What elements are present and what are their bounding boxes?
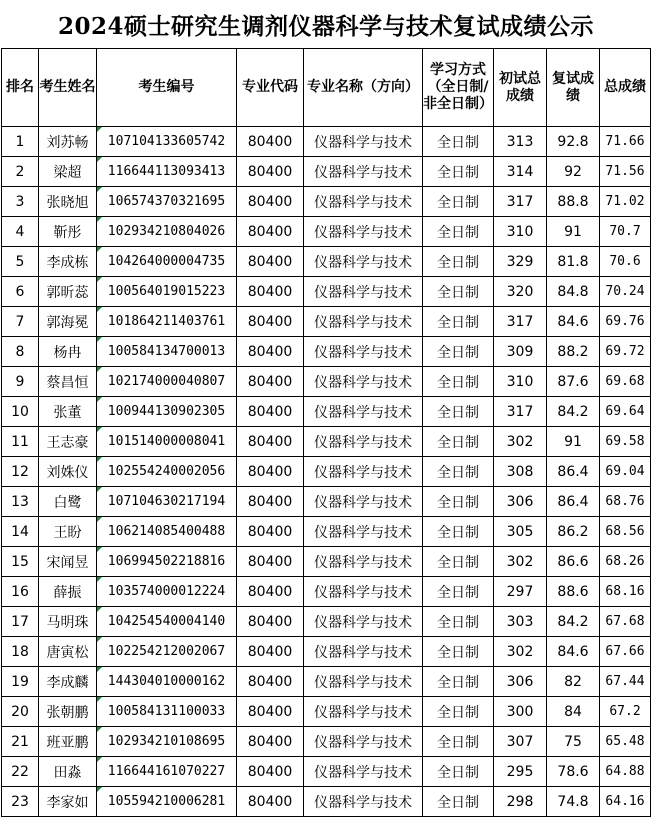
cell-major: 仪器科学与技术 <box>304 727 423 757</box>
cell-rank: 15 <box>2 547 39 577</box>
cell-retest: 87.6 <box>547 367 600 397</box>
cell-major: 仪器科学与技术 <box>304 217 423 247</box>
cell-total: 71.02 <box>600 187 651 217</box>
cell-rank: 14 <box>2 517 39 547</box>
cell-id: 102174000040807 <box>97 367 237 397</box>
cell-code: 80400 <box>237 397 304 427</box>
cell-total: 69.04 <box>600 457 651 487</box>
cell-prelim: 306 <box>494 487 547 517</box>
cell-prelim: 305 <box>494 517 547 547</box>
cell-prelim: 317 <box>494 187 547 217</box>
cell-total: 70.7 <box>600 217 651 247</box>
cell-name: 李成麟 <box>39 667 97 697</box>
cell-prelim: 297 <box>494 577 547 607</box>
cell-code: 80400 <box>237 427 304 457</box>
table-row <box>2 637 651 667</box>
cell-name: 张朝鹏 <box>39 697 97 727</box>
cell-code: 80400 <box>237 667 304 697</box>
header-code: 专业代码 <box>237 49 304 127</box>
cell-id: 102934210804026 <box>97 217 237 247</box>
header-major: 专业名称（方向） <box>304 49 423 127</box>
cell-total: 71.66 <box>600 127 651 157</box>
cell-name: 班亚鹏 <box>39 727 97 757</box>
cell-major: 仪器科学与技术 <box>304 187 423 217</box>
table-row <box>2 337 651 367</box>
cell-code: 80400 <box>237 157 304 187</box>
cell-name: 薛振 <box>39 577 97 607</box>
cell-rank: 3 <box>2 187 39 217</box>
cell-retest: 86.2 <box>547 517 600 547</box>
cell-code: 80400 <box>237 577 304 607</box>
cell-mode: 全日制 <box>423 727 494 757</box>
cell-id: 106994502218816 <box>97 547 237 577</box>
cell-major: 仪器科学与技术 <box>304 607 423 637</box>
cell-retest: 84 <box>547 697 600 727</box>
page-title: 2024硕士研究生调剂仪器科学与技术复试成绩公示 <box>57 12 594 40</box>
cell-major: 仪器科学与技术 <box>304 397 423 427</box>
cell-rank: 9 <box>2 367 39 397</box>
cell-name: 宋闻昱 <box>39 547 97 577</box>
cell-prelim: 300 <box>494 697 547 727</box>
cell-total: 67.68 <box>600 607 651 637</box>
cell-mode: 全日制 <box>423 397 494 427</box>
cell-id: 144304010000162 <box>97 667 237 697</box>
cell-rank: 7 <box>2 307 39 337</box>
cell-id: 100564019015223 <box>97 277 237 307</box>
cell-mode: 全日制 <box>423 667 494 697</box>
cell-id: 106214085400488 <box>97 517 237 547</box>
cell-mode: 全日制 <box>423 757 494 787</box>
cell-name: 刘苏畅 <box>39 127 97 157</box>
cell-name: 郭海冕 <box>39 307 97 337</box>
table-row <box>2 397 651 427</box>
cell-retest: 88.6 <box>547 577 600 607</box>
cell-retest: 88.2 <box>547 337 600 367</box>
cell-total: 64.88 <box>600 757 651 787</box>
cell-id: 116644161070227 <box>97 757 237 787</box>
cell-total: 69.58 <box>600 427 651 457</box>
cell-rank: 16 <box>2 577 39 607</box>
cell-id: 102934210108695 <box>97 727 237 757</box>
cell-id: 100944130902305 <box>97 397 237 427</box>
cell-name: 马明珠 <box>39 607 97 637</box>
cell-major: 仪器科学与技术 <box>304 337 423 367</box>
cell-major: 仪器科学与技术 <box>304 427 423 457</box>
cell-rank: 5 <box>2 247 39 277</box>
cell-prelim: 306 <box>494 667 547 697</box>
table-row <box>2 427 651 457</box>
table-row <box>2 787 651 817</box>
cell-prelim: 329 <box>494 247 547 277</box>
cell-name: 田淼 <box>39 757 97 787</box>
cell-name: 杨冉 <box>39 337 97 367</box>
table-row <box>2 667 651 697</box>
cell-retest: 84.2 <box>547 607 600 637</box>
cell-prelim: 309 <box>494 337 547 367</box>
cell-name: 李成栋 <box>39 247 97 277</box>
cell-retest: 86.4 <box>547 487 600 517</box>
cell-major: 仪器科学与技术 <box>304 367 423 397</box>
cell-code: 80400 <box>237 517 304 547</box>
cell-code: 80400 <box>237 757 304 787</box>
cell-total: 67.66 <box>600 637 651 667</box>
table-row <box>2 547 651 577</box>
cell-mode: 全日制 <box>423 487 494 517</box>
cell-id: 100584134700013 <box>97 337 237 367</box>
cell-code: 80400 <box>237 307 304 337</box>
table-row <box>2 607 651 637</box>
cell-code: 80400 <box>237 127 304 157</box>
cell-major: 仪器科学与技术 <box>304 577 423 607</box>
table-row <box>2 487 651 517</box>
cell-total: 69.64 <box>600 397 651 427</box>
table-row <box>2 697 651 727</box>
cell-mode: 全日制 <box>423 187 494 217</box>
cell-id: 103574000012224 <box>97 577 237 607</box>
header-id: 考生编号 <box>97 49 237 127</box>
cell-rank: 2 <box>2 157 39 187</box>
cell-total: 70.6 <box>600 247 651 277</box>
cell-name: 蔡昌恒 <box>39 367 97 397</box>
cell-retest: 84.8 <box>547 277 600 307</box>
cell-rank: 6 <box>2 277 39 307</box>
cell-id: 105594210006281 <box>97 787 237 817</box>
cell-retest: 84.2 <box>547 397 600 427</box>
cell-id: 107104630217194 <box>97 487 237 517</box>
cell-total: 69.72 <box>600 337 651 367</box>
cell-total: 67.2 <box>600 697 651 727</box>
cell-retest: 91 <box>547 217 600 247</box>
cell-retest: 84.6 <box>547 637 600 667</box>
cell-total: 68.16 <box>600 577 651 607</box>
cell-rank: 10 <box>2 397 39 427</box>
table-row <box>2 217 651 247</box>
table-row <box>2 757 651 787</box>
table-row <box>2 367 651 397</box>
cell-retest: 84.6 <box>547 307 600 337</box>
cell-prelim: 308 <box>494 457 547 487</box>
cell-code: 80400 <box>237 217 304 247</box>
cell-code: 80400 <box>237 367 304 397</box>
cell-mode: 全日制 <box>423 637 494 667</box>
cell-code: 80400 <box>237 337 304 367</box>
cell-id: 101514000008041 <box>97 427 237 457</box>
cell-total: 71.56 <box>600 157 651 187</box>
cell-total: 65.48 <box>600 727 651 757</box>
cell-id: 104254540004140 <box>97 607 237 637</box>
cell-mode: 全日制 <box>423 127 494 157</box>
cell-rank: 8 <box>2 337 39 367</box>
results-table <box>1 48 651 817</box>
cell-mode: 全日制 <box>423 697 494 727</box>
cell-major: 仪器科学与技术 <box>304 487 423 517</box>
cell-mode: 全日制 <box>423 457 494 487</box>
cell-retest: 86.4 <box>547 457 600 487</box>
cell-mode: 全日制 <box>423 247 494 277</box>
cell-id: 102254212002067 <box>97 637 237 667</box>
cell-prelim: 302 <box>494 637 547 667</box>
cell-total: 64.16 <box>600 787 651 817</box>
cell-major: 仪器科学与技术 <box>304 637 423 667</box>
cell-rank: 1 <box>2 127 39 157</box>
cell-code: 80400 <box>237 277 304 307</box>
cell-prelim: 320 <box>494 277 547 307</box>
cell-name: 李家如 <box>39 787 97 817</box>
cell-rank: 13 <box>2 487 39 517</box>
table-row <box>2 727 651 757</box>
cell-major: 仪器科学与技术 <box>304 547 423 577</box>
cell-code: 80400 <box>237 247 304 277</box>
header-prelim: 初试总成绩 <box>494 49 547 127</box>
cell-prelim: 307 <box>494 727 547 757</box>
cell-retest: 75 <box>547 727 600 757</box>
cell-major: 仪器科学与技术 <box>304 457 423 487</box>
cell-rank: 4 <box>2 217 39 247</box>
table-row <box>2 577 651 607</box>
cell-prelim: 310 <box>494 367 547 397</box>
cell-retest: 74.8 <box>547 787 600 817</box>
cell-major: 仪器科学与技术 <box>304 787 423 817</box>
header-rank: 排名 <box>2 49 39 127</box>
cell-mode: 全日制 <box>423 607 494 637</box>
cell-retest: 78.6 <box>547 757 600 787</box>
cell-major: 仪器科学与技术 <box>304 307 423 337</box>
cell-rank: 17 <box>2 607 39 637</box>
cell-mode: 全日制 <box>423 517 494 547</box>
cell-code: 80400 <box>237 457 304 487</box>
cell-id: 100584131100033 <box>97 697 237 727</box>
cell-retest: 86.6 <box>547 547 600 577</box>
cell-rank: 22 <box>2 757 39 787</box>
cell-mode: 全日制 <box>423 307 494 337</box>
cell-prelim: 317 <box>494 397 547 427</box>
cell-prelim: 295 <box>494 757 547 787</box>
cell-code: 80400 <box>237 697 304 727</box>
table-row <box>2 247 651 277</box>
table-row <box>2 517 651 547</box>
cell-mode: 全日制 <box>423 367 494 397</box>
cell-code: 80400 <box>237 607 304 637</box>
cell-code: 80400 <box>237 187 304 217</box>
table-row <box>2 307 651 337</box>
cell-mode: 全日制 <box>423 547 494 577</box>
cell-rank: 21 <box>2 727 39 757</box>
cell-code: 80400 <box>237 727 304 757</box>
cell-total: 68.26 <box>600 547 651 577</box>
cell-mode: 全日制 <box>423 787 494 817</box>
table-row <box>2 457 651 487</box>
cell-prelim: 317 <box>494 307 547 337</box>
cell-rank: 18 <box>2 637 39 667</box>
cell-id: 106574370321695 <box>97 187 237 217</box>
cell-mode: 全日制 <box>423 577 494 607</box>
cell-name: 郭昕蕊 <box>39 277 97 307</box>
table-row <box>2 277 651 307</box>
cell-retest: 88.8 <box>547 187 600 217</box>
cell-retest: 91 <box>547 427 600 457</box>
cell-rank: 23 <box>2 787 39 817</box>
cell-major: 仪器科学与技术 <box>304 247 423 277</box>
cell-rank: 19 <box>2 667 39 697</box>
cell-name: 梁超 <box>39 157 97 187</box>
cell-name: 张晓旭 <box>39 187 97 217</box>
cell-major: 仪器科学与技术 <box>304 127 423 157</box>
table-row <box>2 187 651 217</box>
cell-name: 唐寅松 <box>39 637 97 667</box>
cell-prelim: 302 <box>494 427 547 457</box>
header-mode: 学习方式（全日制/非全日制） <box>423 49 494 127</box>
cell-total: 68.56 <box>600 517 651 547</box>
cell-retest: 82 <box>547 667 600 697</box>
header-row <box>2 49 651 127</box>
cell-code: 80400 <box>237 787 304 817</box>
cell-rank: 20 <box>2 697 39 727</box>
header-retest: 复试成绩 <box>547 49 600 127</box>
cell-id: 104264000004735 <box>97 247 237 277</box>
cell-prelim: 310 <box>494 217 547 247</box>
cell-retest: 81.8 <box>547 247 600 277</box>
cell-mode: 全日制 <box>423 217 494 247</box>
cell-prelim: 314 <box>494 157 547 187</box>
cell-mode: 全日制 <box>423 157 494 187</box>
cell-mode: 全日制 <box>423 337 494 367</box>
cell-name: 刘姝仪 <box>39 457 97 487</box>
cell-retest: 92.8 <box>547 127 600 157</box>
cell-name: 王志豪 <box>39 427 97 457</box>
cell-major: 仪器科学与技术 <box>304 517 423 547</box>
cell-total: 68.76 <box>600 487 651 517</box>
cell-total: 69.76 <box>600 307 651 337</box>
cell-prelim: 302 <box>494 547 547 577</box>
cell-id: 102554240002056 <box>97 457 237 487</box>
cell-prelim: 298 <box>494 787 547 817</box>
cell-prelim: 303 <box>494 607 547 637</box>
cell-major: 仪器科学与技术 <box>304 757 423 787</box>
cell-prelim: 313 <box>494 127 547 157</box>
cell-code: 80400 <box>237 637 304 667</box>
cell-major: 仪器科学与技术 <box>304 277 423 307</box>
table-row <box>2 127 651 157</box>
header-name: 考生姓名 <box>39 49 97 127</box>
cell-retest: 92 <box>547 157 600 187</box>
cell-major: 仪器科学与技术 <box>304 667 423 697</box>
table-row <box>2 157 651 187</box>
cell-code: 80400 <box>237 547 304 577</box>
cell-total: 67.44 <box>600 667 651 697</box>
cell-id: 116644113093413 <box>97 157 237 187</box>
cell-name: 靳彤 <box>39 217 97 247</box>
cell-rank: 11 <box>2 427 39 457</box>
cell-total: 70.24 <box>600 277 651 307</box>
cell-id: 107104133605742 <box>97 127 237 157</box>
cell-rank: 12 <box>2 457 39 487</box>
cell-major: 仪器科学与技术 <box>304 157 423 187</box>
cell-id: 101864211403761 <box>97 307 237 337</box>
cell-code: 80400 <box>237 487 304 517</box>
cell-major: 仪器科学与技术 <box>304 697 423 727</box>
cell-name: 白鹭 <box>39 487 97 517</box>
cell-mode: 全日制 <box>423 277 494 307</box>
cell-mode: 全日制 <box>423 427 494 457</box>
header-total: 总成绩 <box>600 49 651 127</box>
cell-name: 张董 <box>39 397 97 427</box>
cell-total: 69.68 <box>600 367 651 397</box>
cell-name: 王盼 <box>39 517 97 547</box>
